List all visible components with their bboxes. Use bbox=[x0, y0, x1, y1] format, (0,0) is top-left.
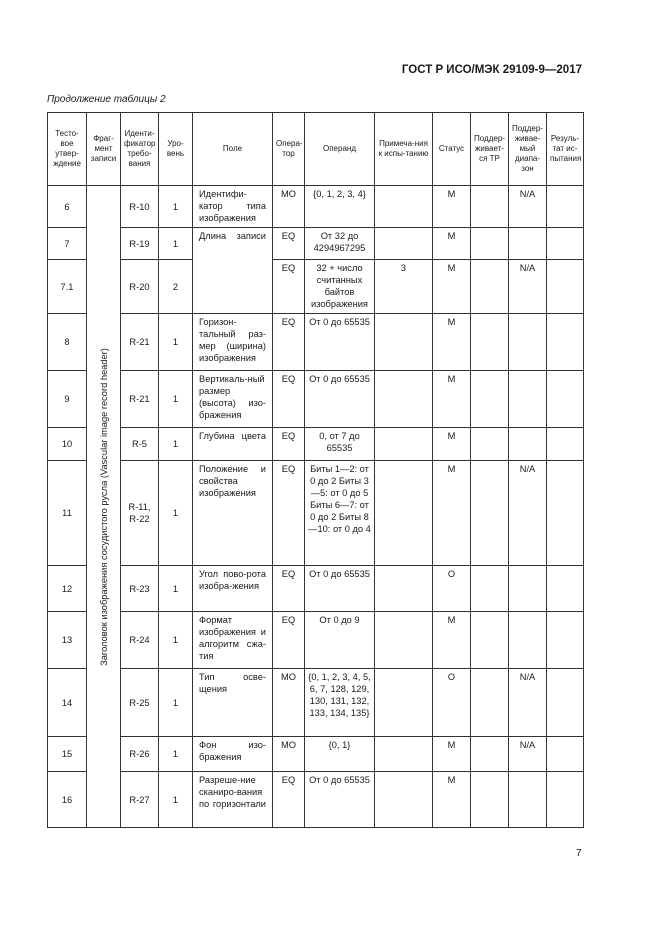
col-header-result: Резуль-тат ис-пытания bbox=[547, 113, 584, 186]
notes bbox=[375, 772, 433, 828]
field: Длина записи bbox=[193, 228, 273, 314]
fragment-cell bbox=[87, 186, 121, 828]
status: M bbox=[433, 737, 471, 772]
col-header-notes: Примеча-ния к испы-танию bbox=[375, 113, 433, 186]
field: Формат изображения и алгоритм сжа-тия bbox=[193, 612, 273, 669]
test-id: 11 bbox=[48, 461, 87, 566]
level: 1 bbox=[159, 566, 193, 612]
operator: MO bbox=[273, 669, 305, 737]
status: O bbox=[433, 669, 471, 737]
status: M bbox=[433, 228, 471, 260]
col-header-test: Тесто-вое утвер-ждение bbox=[48, 113, 87, 186]
tp-support bbox=[471, 669, 509, 737]
operand: От 0 до 9 bbox=[305, 612, 375, 669]
req-id: R-10 bbox=[121, 186, 159, 228]
notes bbox=[375, 737, 433, 772]
page-number: 7 bbox=[576, 848, 582, 859]
result bbox=[547, 566, 584, 612]
req-id: R-19 bbox=[121, 228, 159, 260]
result bbox=[547, 314, 584, 371]
test-id: 6 bbox=[48, 186, 87, 228]
operator: MO bbox=[273, 737, 305, 772]
test-id: 15 bbox=[48, 737, 87, 772]
range bbox=[509, 371, 547, 428]
level: 1 bbox=[159, 314, 193, 371]
range: N/A bbox=[509, 461, 547, 566]
standard-title: ГОСТ Р ИСО/МЭК 29109-9—2017 bbox=[401, 64, 582, 76]
operator: MO bbox=[273, 186, 305, 228]
field: Вертикаль-ный размер (высота) изо-бражения bbox=[193, 371, 273, 428]
operator: EQ bbox=[273, 371, 305, 428]
requirements-table bbox=[47, 112, 584, 828]
operator: EQ bbox=[273, 314, 305, 371]
test-id: 14 bbox=[48, 669, 87, 737]
level: 1 bbox=[159, 186, 193, 228]
level: 1 bbox=[159, 461, 193, 566]
field: Угол пово-рота изобра-жения bbox=[193, 566, 273, 612]
status: M bbox=[433, 371, 471, 428]
table-row bbox=[48, 612, 584, 669]
operand: {0, 1, 2, 3, 4} bbox=[305, 186, 375, 228]
field: Горизон-тальный раз-мер (ширина) изображения bbox=[193, 314, 273, 371]
table-caption: Продолжение таблицы 2 bbox=[47, 94, 166, 105]
level: 1 bbox=[159, 428, 193, 461]
tp-support bbox=[471, 612, 509, 669]
col-header-range: Поддер-живае-мый диапа-зон bbox=[509, 113, 547, 186]
test-id: 7.1 bbox=[48, 260, 87, 314]
operator: EQ bbox=[273, 260, 305, 314]
field: Тип осве-щения bbox=[193, 669, 273, 737]
test-id: 8 bbox=[48, 314, 87, 371]
req-id: R-5 bbox=[121, 428, 159, 461]
header-row bbox=[48, 113, 584, 186]
result bbox=[547, 669, 584, 737]
range: N/A bbox=[509, 669, 547, 737]
result bbox=[547, 260, 584, 314]
operand: Биты 1—2: от 0 до 2 Биты 3—5: от 0 до 5 Биты 6—7: от 0 до 2 Биты 8—10: от 0 до 4 bbox=[305, 461, 375, 566]
test-id: 16 bbox=[48, 772, 87, 828]
table-row bbox=[48, 228, 584, 260]
result bbox=[547, 461, 584, 566]
operand: От 0 до 65535 bbox=[305, 772, 375, 828]
notes bbox=[375, 314, 433, 371]
operator: EQ bbox=[273, 612, 305, 669]
field: Глубина цвета bbox=[193, 428, 273, 461]
status: M bbox=[433, 428, 471, 461]
req-id: R-21 bbox=[121, 371, 159, 428]
col-header-operand: Операнд bbox=[305, 113, 375, 186]
level: 1 bbox=[159, 228, 193, 260]
status: O bbox=[433, 566, 471, 612]
tp-support bbox=[471, 428, 509, 461]
tp-support bbox=[471, 186, 509, 228]
col-header-operator: Опера-тор bbox=[273, 113, 305, 186]
range: N/A bbox=[509, 737, 547, 772]
test-id: 7 bbox=[48, 228, 87, 260]
req-id: R-24 bbox=[121, 612, 159, 669]
status: M bbox=[433, 314, 471, 371]
range bbox=[509, 428, 547, 461]
operand: 0, от 7 до 65535 bbox=[305, 428, 375, 461]
col-header-status: Статус bbox=[433, 113, 471, 186]
result bbox=[547, 371, 584, 428]
table-row bbox=[48, 428, 584, 461]
notes bbox=[375, 612, 433, 669]
range bbox=[509, 566, 547, 612]
result bbox=[547, 772, 584, 828]
table-row bbox=[48, 669, 584, 737]
fragment-label: Заголовок изображения сосудистого русла (Vascular image record header) bbox=[98, 347, 109, 666]
notes bbox=[375, 428, 433, 461]
operator: EQ bbox=[273, 566, 305, 612]
operand: От 0 до 65535 bbox=[305, 314, 375, 371]
operator: EQ bbox=[273, 428, 305, 461]
table-row bbox=[48, 314, 584, 371]
table-row bbox=[48, 371, 584, 428]
range bbox=[509, 228, 547, 260]
range bbox=[509, 314, 547, 371]
tp-support bbox=[471, 228, 509, 260]
field: Положение и свойства изображения bbox=[193, 461, 273, 566]
level: 1 bbox=[159, 371, 193, 428]
operand: {0, 1, 2, 3, 4, 5, 6, 7, 128, 129, 130, 131, 132, 133, 134, 135} bbox=[305, 669, 375, 737]
table-row bbox=[48, 260, 584, 314]
test-id: 10 bbox=[48, 428, 87, 461]
tp-support bbox=[471, 772, 509, 828]
status: M bbox=[433, 461, 471, 566]
range bbox=[509, 772, 547, 828]
level: 1 bbox=[159, 612, 193, 669]
level: 1 bbox=[159, 737, 193, 772]
req-id: R-11, R-22 bbox=[121, 461, 159, 566]
req-id: R-23 bbox=[121, 566, 159, 612]
table-row bbox=[48, 772, 584, 828]
table-row bbox=[48, 461, 584, 566]
tp-support bbox=[471, 371, 509, 428]
tp-support bbox=[471, 737, 509, 772]
col-header-level: Уро-вень bbox=[159, 113, 193, 186]
status: M bbox=[433, 612, 471, 669]
operand: От 32 до 4294967295 bbox=[305, 228, 375, 260]
operator: EQ bbox=[273, 228, 305, 260]
field: Фон изо-бражения bbox=[193, 737, 273, 772]
table-row bbox=[48, 566, 584, 612]
result bbox=[547, 737, 584, 772]
notes bbox=[375, 669, 433, 737]
notes: 3 bbox=[375, 260, 433, 314]
operator: EQ bbox=[273, 772, 305, 828]
result bbox=[547, 228, 584, 260]
result bbox=[547, 612, 584, 669]
status: M bbox=[433, 186, 471, 228]
tp-support bbox=[471, 314, 509, 371]
col-header-field: Поле bbox=[193, 113, 273, 186]
level: 1 bbox=[159, 772, 193, 828]
level: 1 bbox=[159, 669, 193, 737]
status: M bbox=[433, 260, 471, 314]
req-id: R-26 bbox=[121, 737, 159, 772]
status: M bbox=[433, 772, 471, 828]
operand: От 0 до 65535 bbox=[305, 371, 375, 428]
operand: От 0 до 65535 bbox=[305, 566, 375, 612]
tp-support bbox=[471, 461, 509, 566]
tp-support bbox=[471, 260, 509, 314]
col-header-req-id: Иденти-фикатор требо-вания bbox=[121, 113, 159, 186]
tp-support bbox=[471, 566, 509, 612]
field: Разреше-ние сканиро-вания по горизонтали bbox=[193, 772, 273, 828]
range bbox=[509, 612, 547, 669]
notes bbox=[375, 186, 433, 228]
col-header-tp: Поддер-живает-ся ТР bbox=[471, 113, 509, 186]
field: Идентифи-катор типа изображения bbox=[193, 186, 273, 228]
col-header-fragment: Фраг-мент записи bbox=[87, 113, 121, 186]
req-id: R-21 bbox=[121, 314, 159, 371]
operand: {0, 1} bbox=[305, 737, 375, 772]
range: N/A bbox=[509, 260, 547, 314]
notes bbox=[375, 371, 433, 428]
operand: 32 + число считанных байтов изображения bbox=[305, 260, 375, 314]
test-id: 12 bbox=[48, 566, 87, 612]
test-id: 9 bbox=[48, 371, 87, 428]
notes bbox=[375, 461, 433, 566]
notes bbox=[375, 228, 433, 260]
req-id: R-25 bbox=[121, 669, 159, 737]
req-id: R-20 bbox=[121, 260, 159, 314]
level: 2 bbox=[159, 260, 193, 314]
table-row bbox=[48, 737, 584, 772]
operator: EQ bbox=[273, 461, 305, 566]
result bbox=[547, 186, 584, 228]
req-id: R-27 bbox=[121, 772, 159, 828]
table-row bbox=[48, 186, 584, 228]
result bbox=[547, 428, 584, 461]
notes bbox=[375, 566, 433, 612]
range: N/A bbox=[509, 186, 547, 228]
test-id: 13 bbox=[48, 612, 87, 669]
